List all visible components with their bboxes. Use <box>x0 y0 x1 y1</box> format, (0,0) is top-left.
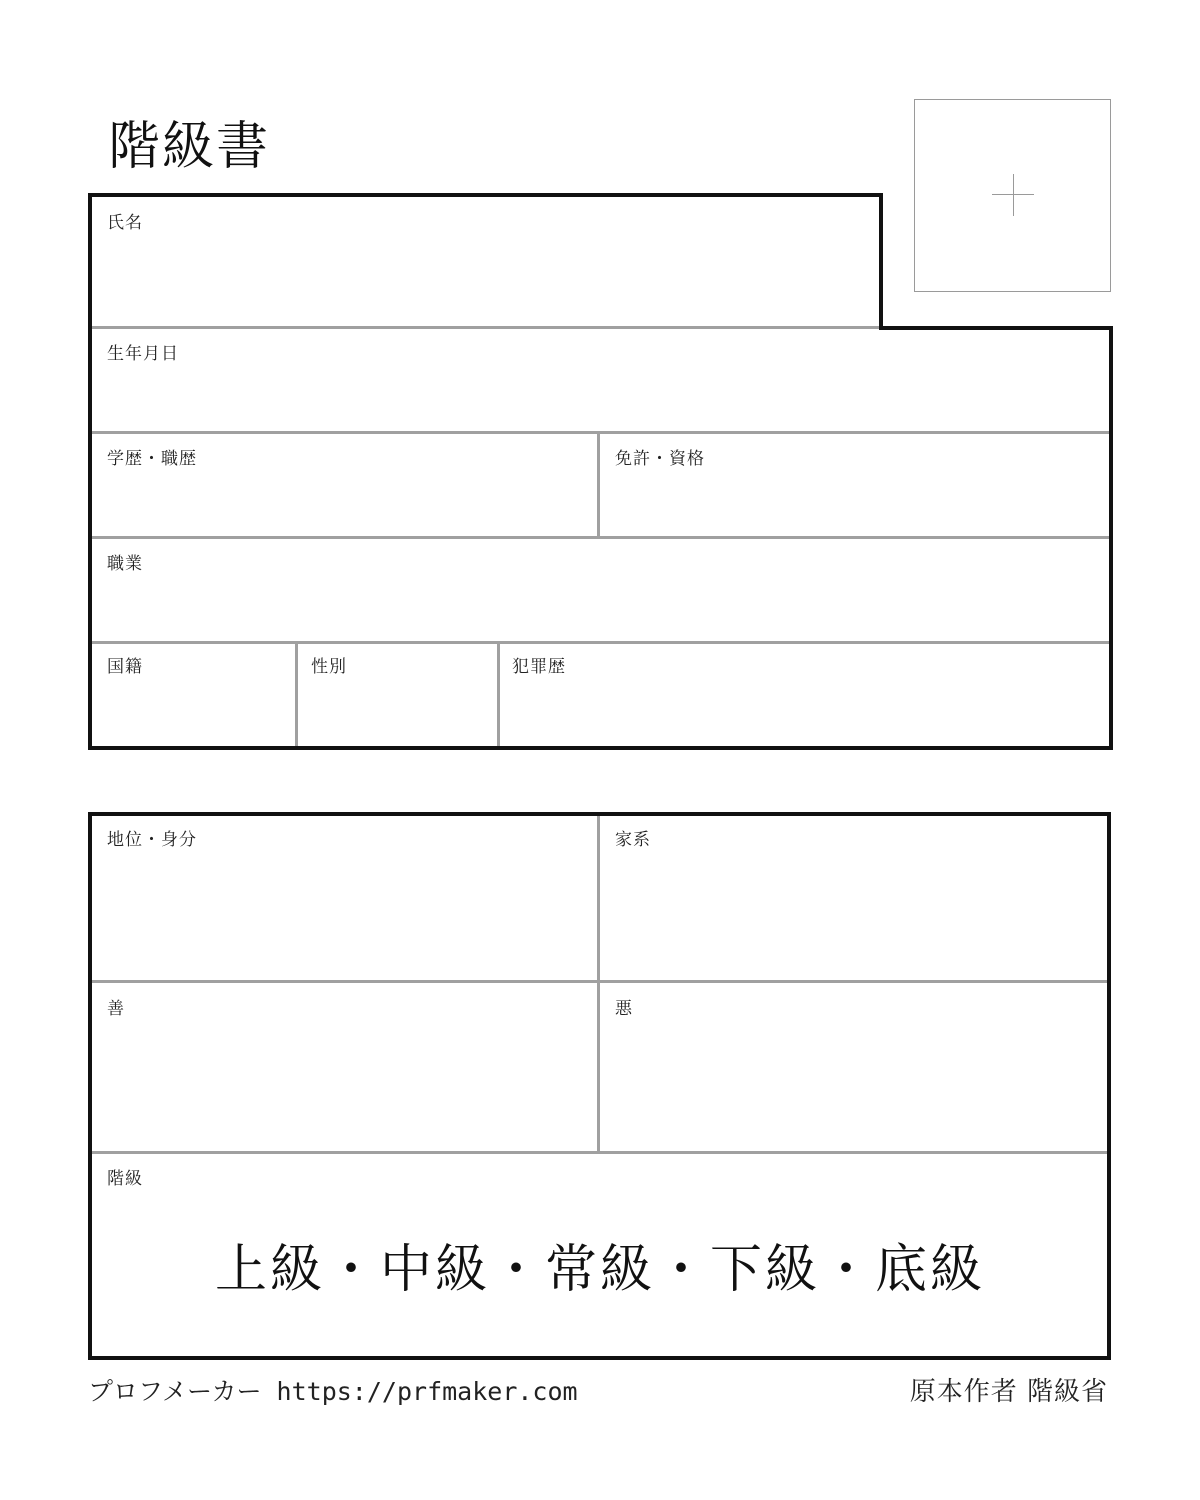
field-evil-label: 悪 <box>615 999 633 1019</box>
field-education-label: 学歴・職歴 <box>107 449 197 469</box>
rank-options[interactable]: 上級・中級・常級・下級・底級 <box>214 1240 985 1300</box>
field-gender-label: 性別 <box>311 657 347 677</box>
field-nationality-label: 国籍 <box>107 657 143 677</box>
field-rank-label: 階級 <box>107 1169 143 1189</box>
footer-author: 原本作者 階級省 <box>909 1377 1108 1407</box>
divider-status-lineage <box>597 816 600 1152</box>
divider-gender-criminal <box>497 644 500 746</box>
divider-occupation-bottom-row <box>92 641 1109 644</box>
footer-credit-link[interactable]: プロフメーカー https://prfmaker.com <box>88 1377 578 1406</box>
upper-border-top <box>88 193 883 197</box>
upper-border-notch-horizontal <box>879 326 1113 330</box>
page-title: 階級書 <box>108 117 271 177</box>
divider-education-licenses <box>597 434 600 537</box>
field-criminal-label: 犯罪歴 <box>512 657 566 677</box>
upper-border-bottom <box>88 746 1113 750</box>
field-occupation-label: 職業 <box>107 554 143 574</box>
upper-border-right <box>1109 326 1113 750</box>
field-name-label: 氏名 <box>107 213 143 233</box>
upper-border-notch-vertical <box>879 193 883 330</box>
divider-name-birthdate <box>92 326 879 329</box>
divider-row1-row2 <box>92 980 1107 983</box>
divider-row2-rank <box>92 1151 1107 1154</box>
field-good-label: 善 <box>107 999 125 1019</box>
plus-icon-vertical[interactable] <box>1013 174 1014 216</box>
divider-nationality-gender <box>295 644 298 746</box>
field-birthdate-label: 生年月日 <box>107 344 179 364</box>
upper-border-left <box>88 193 92 750</box>
field-lineage-label: 家系 <box>615 830 651 850</box>
divider-birthdate-education <box>92 431 1109 434</box>
field-status-label: 地位・身分 <box>107 830 197 850</box>
divider-education-occupation <box>92 536 1109 539</box>
field-licenses-label: 免許・資格 <box>615 449 705 469</box>
